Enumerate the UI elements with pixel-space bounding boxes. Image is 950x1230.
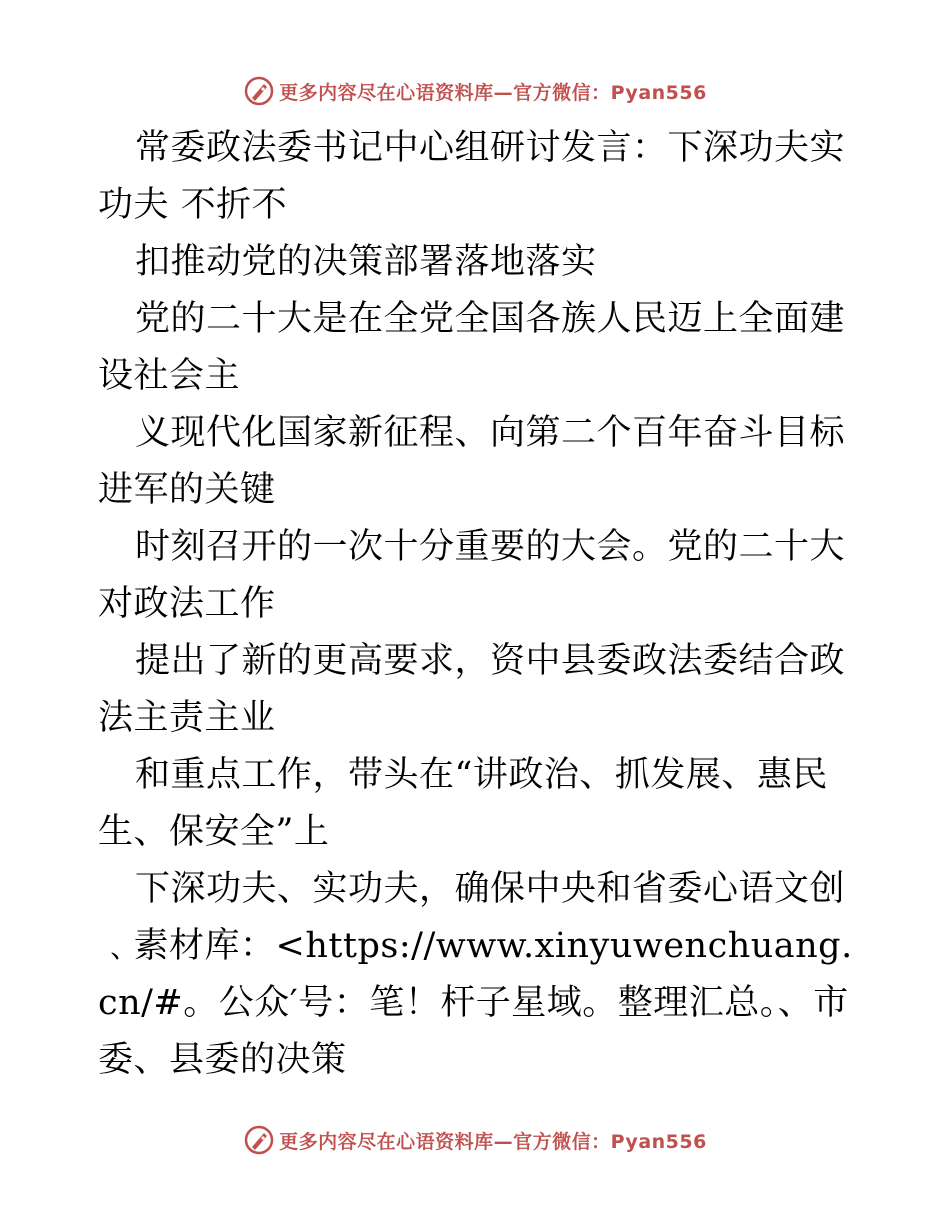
paragraph: 党的二十大是在全党全国各族人民迈上全面建设社会主 (98, 299, 846, 396)
footer-watermark (0, 1120, 950, 1160)
paragraph: 义现代化国家新征程、向第二个百年奋斗目标进军的关键 (98, 413, 846, 510)
paragraph: 和重点工作，带头在“讲政治、抓发展、惠民生、保安全”上 (98, 755, 828, 852)
document-body (98, 120, 858, 1089)
watermark-text: 更多内容尽在心语资料库—官方微信：Pyan556 (279, 81, 707, 104)
header-watermark (0, 71, 950, 111)
watermark-text: 更多内容尽在心语资料库—官方微信：Pyan556 (279, 1130, 707, 1153)
paragraph: 扣推动党的决策部署落地落实 (135, 242, 597, 282)
paragraph: 时刻召开的一次十分重要的大会。党的二十大对政法工作 (98, 527, 846, 624)
paragraph: 常委政法委书记中心组研讨发言：下深功夫实功夫 不折不 (98, 128, 846, 225)
paragraph: 下深功夫、实功夫，确保中央和省委心语文创﹑素材库：<https://www.xinyuwenchuang.cn/#。公众′号：笔！杆子星域。整理汇总。、市委、县委的决策 (98, 869, 853, 1080)
pen-logo-icon (243, 75, 275, 107)
pen-logo-icon (243, 1124, 275, 1156)
paragraph: 提出了新的更高要求，资中县委政法委结合政法主责主业 (98, 641, 846, 738)
